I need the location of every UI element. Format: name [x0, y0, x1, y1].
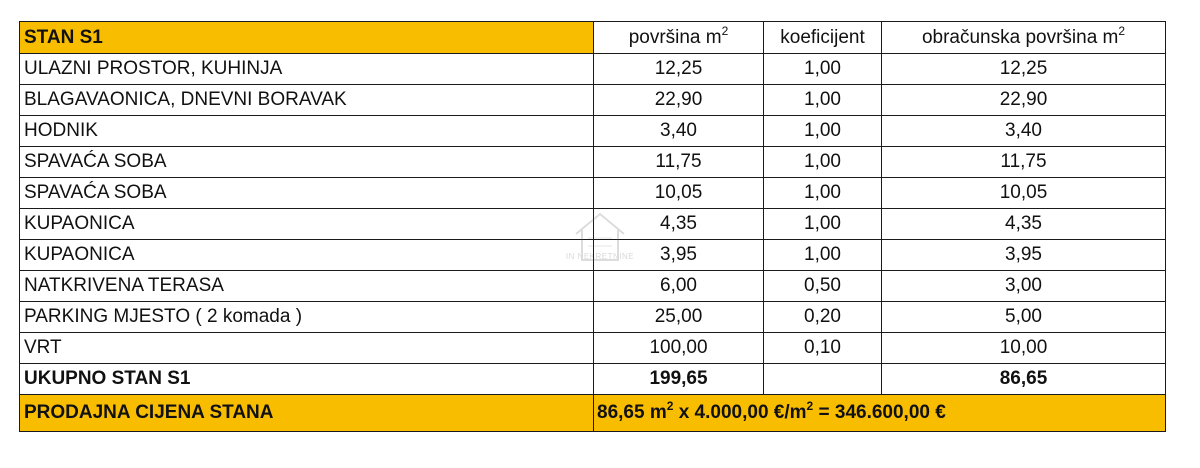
room-name: VRT [20, 333, 594, 364]
room-area: 22,90 [594, 85, 764, 116]
room-calculated-area: 5,00 [882, 302, 1166, 333]
total-area: 199,65 [594, 364, 764, 395]
room-coefficient: 1,00 [764, 54, 882, 85]
room-coefficient: 1,00 [764, 85, 882, 116]
room-calculated-area: 10,00 [882, 333, 1166, 364]
price-part-area: 86,65 m [597, 402, 667, 423]
room-area: 25,00 [594, 302, 764, 333]
total-row [20, 364, 1166, 395]
room-coefficient: 0,10 [764, 333, 882, 364]
table-row [20, 302, 1166, 333]
table-row [20, 54, 1166, 85]
room-area: 11,75 [594, 147, 764, 178]
room-coefficient: 0,50 [764, 271, 882, 302]
room-coefficient: 1,00 [764, 240, 882, 271]
price-row [20, 395, 1166, 432]
table-row [20, 209, 1166, 240]
room-name: KUPAONICA [20, 209, 594, 240]
room-area: 3,40 [594, 116, 764, 147]
room-coefficient: 1,00 [764, 116, 882, 147]
room-name: NATKRIVENA TERASA [20, 271, 594, 302]
room-calculated-area: 4,35 [882, 209, 1166, 240]
room-area: 4,35 [594, 209, 764, 240]
room-name: SPAVAĆA SOBA [20, 147, 594, 178]
price-sup-area: 2 [666, 399, 674, 413]
table-row [20, 85, 1166, 116]
column-header-area-label: površina m [628, 26, 722, 48]
room-calculated-area: 10,05 [882, 178, 1166, 209]
price-calculation [594, 395, 1166, 432]
room-coefficient: 1,00 [764, 147, 882, 178]
table-row [20, 116, 1166, 147]
room-area: 100,00 [594, 333, 764, 364]
room-name: KUPAONICA [20, 240, 594, 271]
apartment-area-table [19, 21, 1166, 432]
room-name: HODNIK [20, 116, 594, 147]
price-part-rate: x 4.000,00 €/m [673, 402, 807, 423]
room-coefficient: 0,20 [764, 302, 882, 333]
column-header-area [594, 22, 764, 54]
room-calculated-area: 3,00 [882, 271, 1166, 302]
room-calculated-area: 3,95 [882, 240, 1166, 271]
apartment-title: STAN S1 [20, 22, 594, 54]
room-name: ULAZNI PROSTOR, KUHINJA [20, 54, 594, 85]
table-header-row [20, 22, 1166, 54]
total-calculated-area: 86,65 [882, 364, 1166, 395]
table-row [20, 333, 1166, 364]
room-name: BLAGAVAONICA, DNEVNI BORAVAK [20, 85, 594, 116]
room-area: 10,05 [594, 178, 764, 209]
price-sup-rate: 2 [806, 399, 814, 413]
column-header-calculated-area-label: obračunska površina m [921, 26, 1119, 48]
total-coefficient-empty [764, 364, 882, 395]
room-area: 12,25 [594, 54, 764, 85]
column-header-coefficient: koeficijent [764, 22, 882, 54]
room-calculated-area: 3,40 [882, 116, 1166, 147]
price-part-total: = 346.600,00 € [813, 402, 946, 423]
column-header-calculated-area [882, 22, 1166, 54]
watermark-text: IN NEKRETNINE [565, 252, 635, 261]
table-row [20, 178, 1166, 209]
price-label: PRODAJNA CIJENA STANA [20, 395, 594, 432]
table-row [20, 271, 1166, 302]
room-area: 6,00 [594, 271, 764, 302]
total-label: UKUPNO STAN S1 [20, 364, 594, 395]
column-header-area-sup: 2 [721, 23, 729, 38]
table-row [20, 147, 1166, 178]
room-area: 3,95 [594, 240, 764, 271]
room-calculated-area: 22,90 [882, 85, 1166, 116]
column-header-calculated-area-sup: 2 [1118, 23, 1126, 38]
room-name: SPAVAĆA SOBA [20, 178, 594, 209]
room-name: PARKING MJESTO ( 2 komada ) [20, 302, 594, 333]
room-coefficient: 1,00 [764, 209, 882, 240]
room-calculated-area: 11,75 [882, 147, 1166, 178]
room-calculated-area: 12,25 [882, 54, 1166, 85]
table-row [20, 240, 1166, 271]
room-coefficient: 1,00 [764, 178, 882, 209]
